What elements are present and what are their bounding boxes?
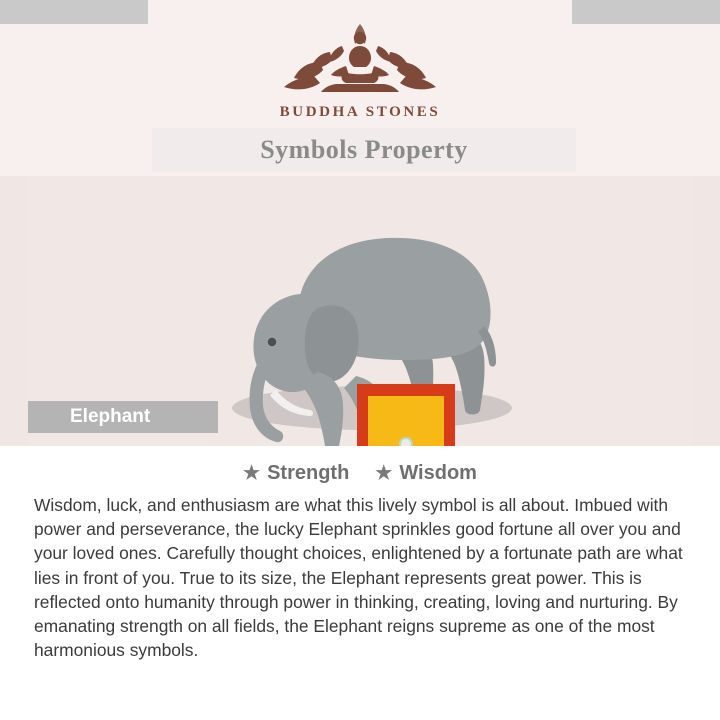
keyword-strength-label: Strength	[267, 462, 350, 484]
corner-accent-top-left	[0, 0, 148, 24]
keyword-strength	[243, 462, 349, 485]
corner-accent-top-right	[572, 0, 720, 24]
lotus-meditation-icon	[280, 22, 440, 102]
symbol-label: Elephant	[70, 406, 151, 427]
page-title: Symbols Property	[260, 135, 468, 164]
description-text: Wisdom, luck, and enthusiasm are what this lively symbol is all about. Imbued with power and perseverance, the lucky Elephant sprinkles good fortune all over you and your loved ones. Carefully thought choices, enlightened by a fortunate path are what lies in front of you. True to its size, the Elephant represents great power. This is reflected onto humanity through power in thinking, creating, loving and nurturing. By emanating strength on all fields, the Elephant reigns supreme as one of the most harmonious symbols.	[34, 495, 683, 661]
title-bar	[152, 128, 576, 172]
description-panel	[0, 446, 720, 720]
brand-logo	[0, 22, 720, 121]
star-icon: ★	[375, 463, 393, 484]
brand-name: BUDDHA STONES	[279, 104, 441, 120]
keyword-wisdom	[375, 462, 477, 485]
keyword-wisdom-label: Wisdom	[399, 462, 477, 484]
symbol-label-tab	[28, 401, 218, 433]
star-icon: ★	[243, 463, 261, 484]
keyword-list	[0, 446, 720, 485]
